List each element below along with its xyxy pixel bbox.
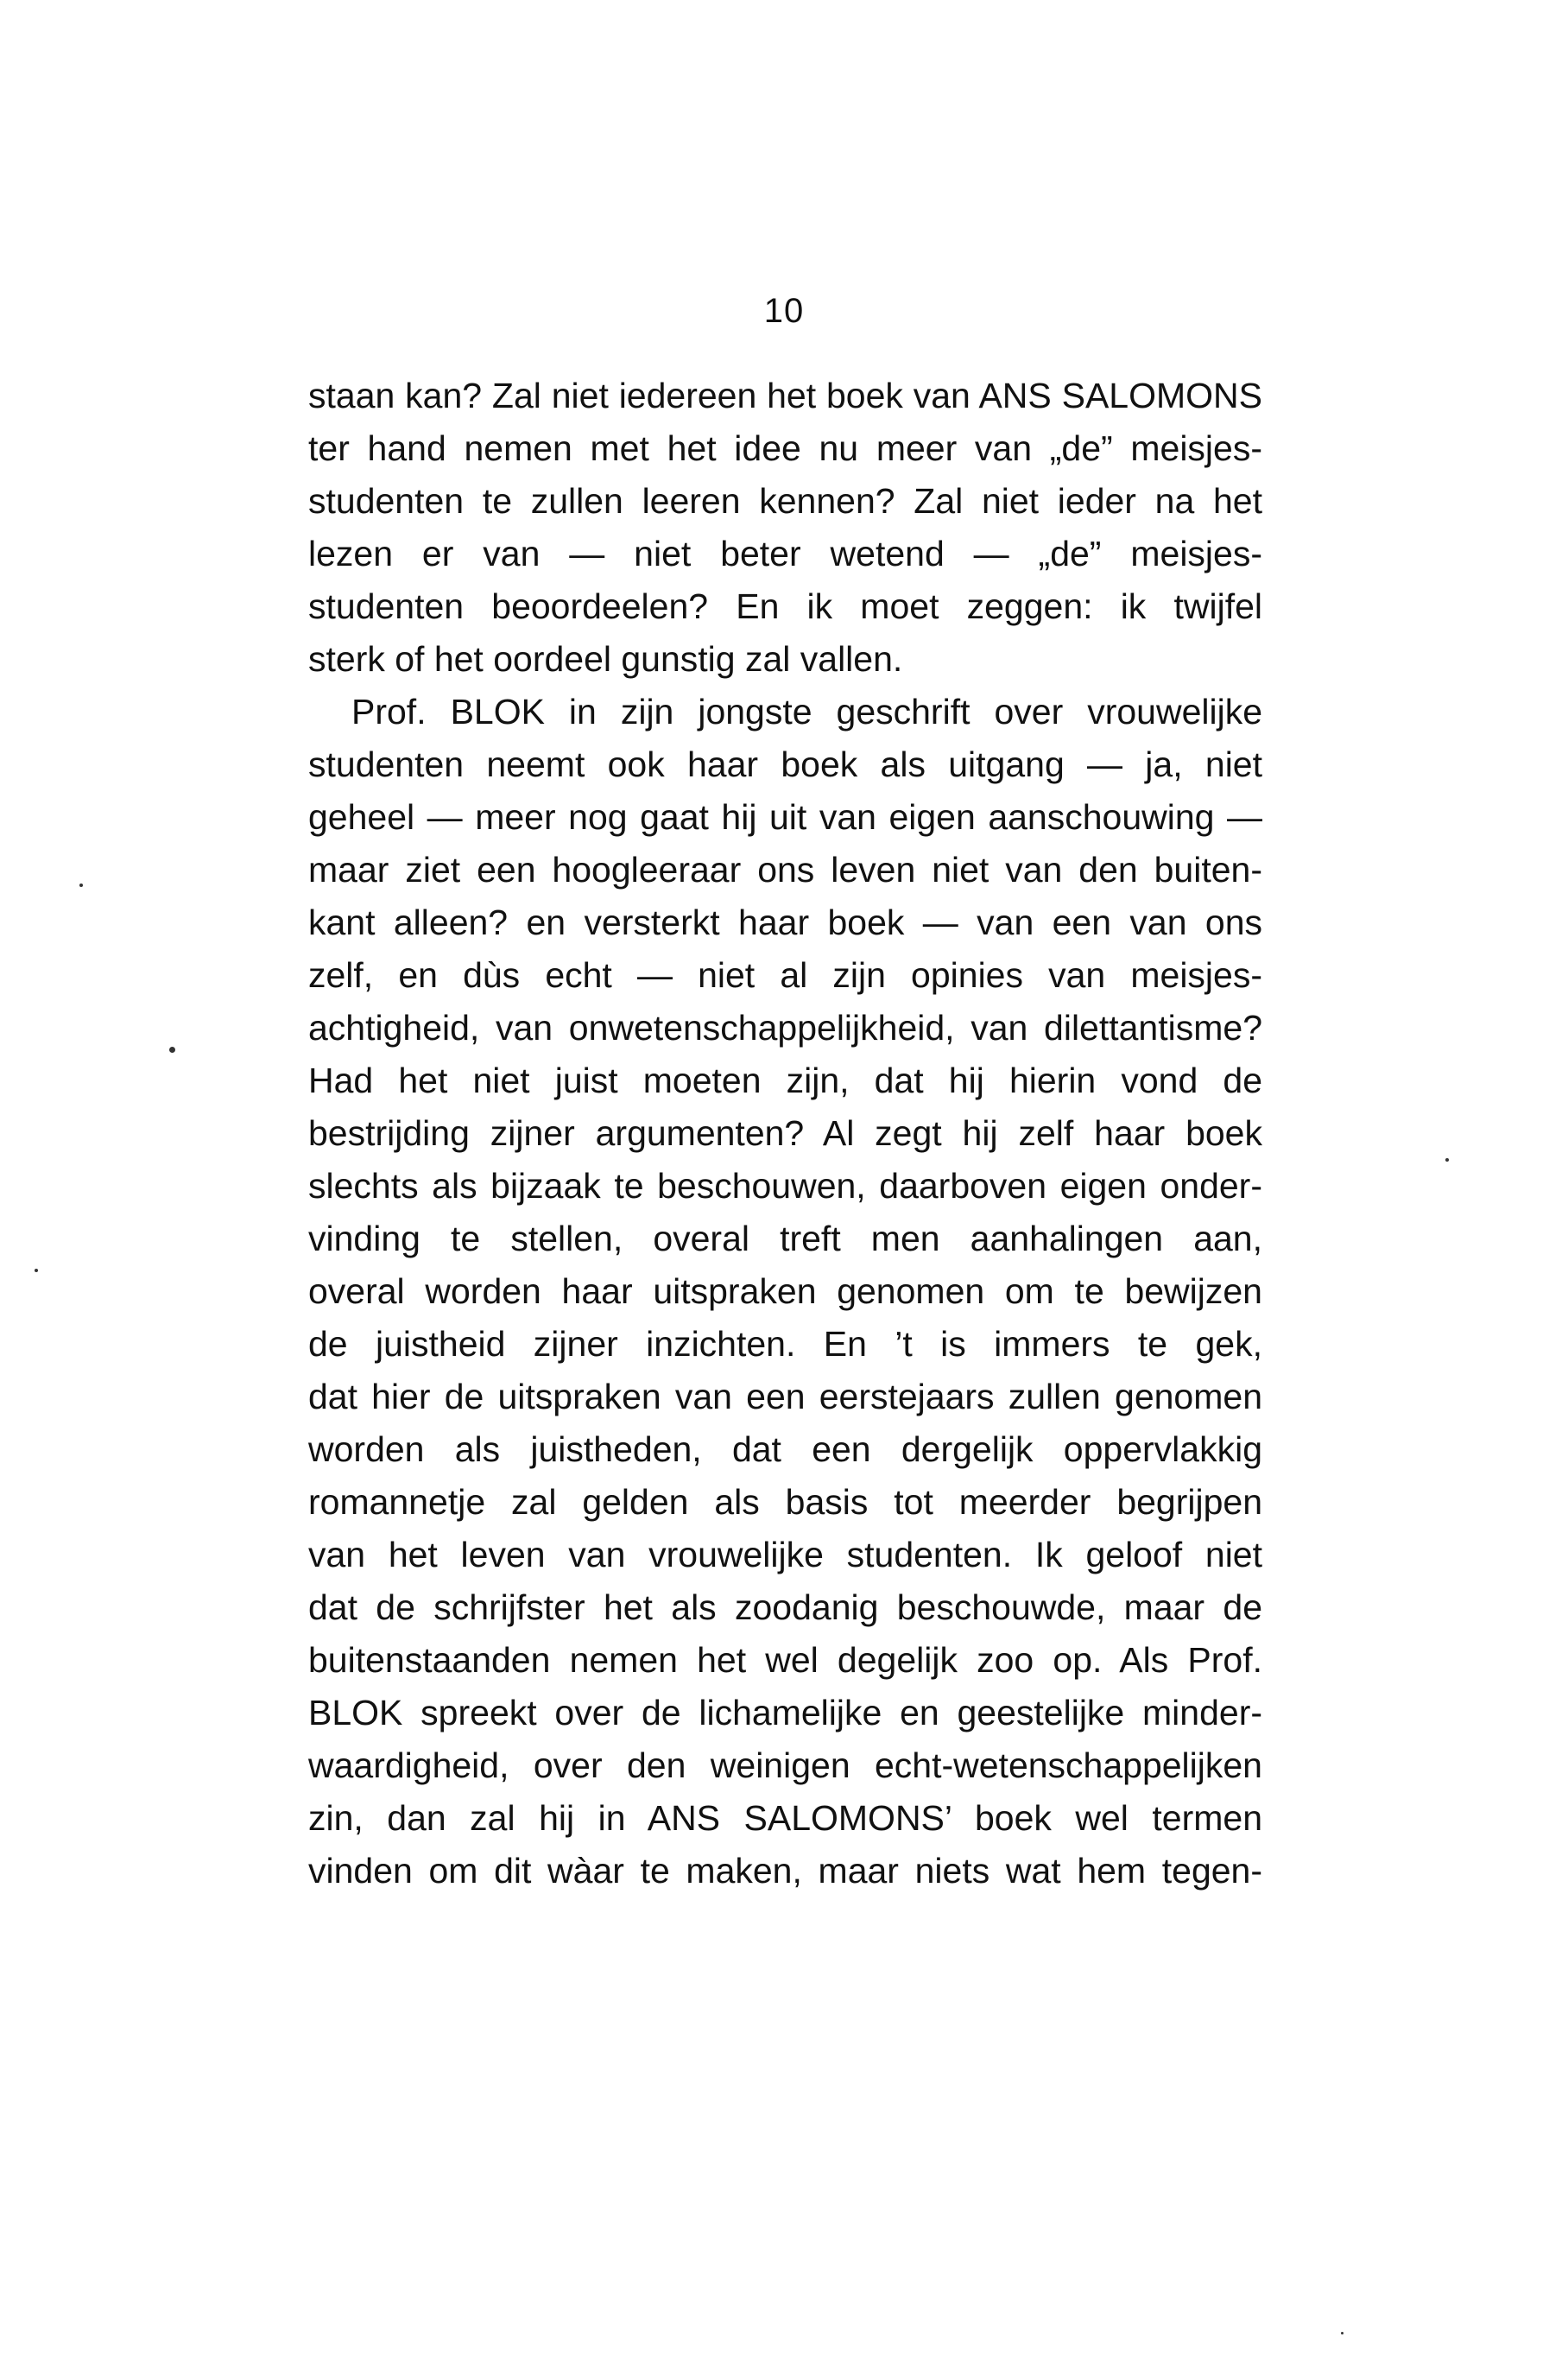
text-line: overal worden haar uitspraken genomen om te bewijzen [308,1271,1262,1311]
text-line: de juistheid zijner inzichten. En ’t is immers te gek, [308,1324,1262,1364]
text-line: studenten neemt ook haar boek als uitgang — ja, niet [308,744,1262,784]
text-line: staan kan? Zal niet iedereen het boek van ANS SALOMONS [308,376,1262,415]
scan-speck [1341,2332,1344,2334]
text-line: kant alleen? en versterkt haar boek — van een van ons [308,903,1262,942]
text-line: dat de schrijfster het als zoodanig beschouwde, maar de [308,1587,1262,1627]
text-line: Had het niet juist moeten zijn, dat hij hierin vond de [308,1061,1262,1100]
text-line: dat hier de uitspraken van een eerstejaars zullen genomen [308,1377,1262,1416]
text-line: studenten te zullen leeren kennen? Zal niet ieder na het [308,481,1262,521]
text-line: Prof. BLOK in zijn jongste geschrift over vrouwelijke [351,692,1262,732]
text-line: buitenstaanden nemen het wel degelijk zoo op. Als Prof. [308,1640,1262,1680]
text-line: romannetje zal gelden als basis tot meerder begrijpen [308,1482,1262,1522]
text-line: geheel — meer nog gaat hij uit van eigen aanschouwing — [308,797,1262,837]
body-text [308,370,1262,1897]
text-line: waardigheid, over den weinigen echt-wetenschappelijken [308,1745,1262,1785]
scan-speck [35,1269,38,1272]
scan-speck [169,1047,175,1053]
text-line: studenten beoordeelen? En ik moet zeggen: ik twijfel [308,586,1262,626]
text-line: lezen er van — niet beter wetend — „de” meisjes- [308,534,1262,573]
scan-speck [79,884,83,887]
text-line: achtigheid, van onwetenschappelijkheid, van dilettantisme? [308,1008,1262,1048]
text-line: vinding te stellen, overal treft men aanhalingen aan, [308,1219,1262,1258]
text-line: ter hand nemen met het idee nu meer van „de” meisjes- [308,428,1262,468]
text-line: BLOK spreekt over de lichamelijke en geestelijke minder- [308,1693,1262,1732]
text-line: van het leven van vrouwelijke studenten. Ik geloof niet [308,1535,1262,1574]
paragraph-2 [308,686,1262,1897]
text-line: zin, dan zal hij in ANS SALOMONS’ boek wel termen [308,1798,1262,1838]
text-line: worden als juistheden, dat een dergelijk oppervlakkig [308,1429,1262,1469]
text-line: vinden om dit wàar te maken, maar niets wat hem tegen- [308,1851,1262,1891]
text-line: slechts als bijzaak te beschouwen, daarboven eigen onder- [308,1166,1262,1206]
text-line: sterk of het oordeel gunstig zal vallen. [308,639,903,679]
text-line: maar ziet een hoogleeraar ons leven niet van den buiten- [308,850,1262,890]
scan-speck [1445,1158,1449,1162]
text-line: zelf, en dùs echt — niet al zijn opinies van meisjes- [308,955,1262,995]
page-number: 10 [763,292,805,330]
text-line: bestrijding zijner argumenten? Al zegt hij zelf haar boek [308,1113,1262,1153]
paragraph-1 [308,370,1262,686]
